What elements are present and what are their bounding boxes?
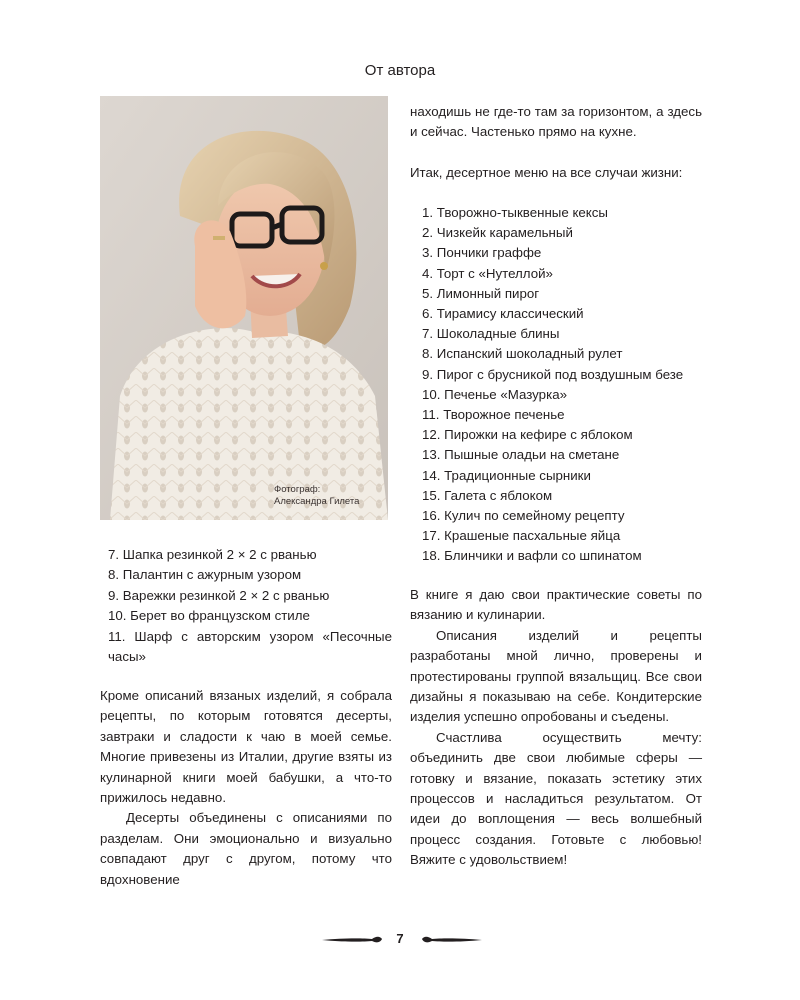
knitting-list [108,545,392,667]
list-item: 7. Шоколадные блины [422,326,560,342]
list-item: 17. Крашеные пасхальные яйца [422,528,621,544]
list-item: 6. Тирамису классический [422,306,584,322]
list-item: 10. Печенье «Мазурка» [422,386,567,402]
list-item: 1. Творожно-тыквенные кексы [422,205,608,220]
list-item: 2. Чизкейк карамельный [422,225,573,241]
list-item: 14. Традиционные сырники [422,467,591,483]
photo-credit [274,484,384,508]
paragraph: В книге я даю свои практические советы по вязанию и кулинарии. [410,587,702,623]
list-item: 16. Кулич по семейному рецепту [422,508,625,524]
list-item: 5. Лимонный пирог [422,285,540,301]
list-item: 11. Творожное печенье [422,407,565,423]
list-item: 10. Берет во французском стиле [108,608,310,624]
author-portrait-illustration [100,96,388,520]
paragraph: Итак, десертное меню на все случаи жизни: [410,164,683,180]
list-item: 4. Торт с «Нутеллой» [422,265,553,281]
paragraph: Кроме описаний вязаных изделий, я собрала рецепты, по которым готовятся десерты, завтраки и сладости к чаю в моей семье. Многие привезены из Италии, другие взяты из кулинарной книги моей бабушки, а что-то прижилось недавно. [100,688,392,806]
left-ornament-icon [322,934,384,946]
list-item: 15. Галета с яблоком [422,487,553,503]
photo-credit-label: Фотограф: [274,484,321,495]
list-item: 13. Пышные оладьи на сметане [422,447,620,463]
list-item: 9. Пирог с брусникой под воздушным безе [422,366,684,382]
list-item: 11. Шарф с авторским узором «Песочные часы» [108,628,392,665]
paragraph: Описания изделий и рецепты разработаны мной лично, проверены и протестированы группой вязальщиц. Все свои дизайны я показываю на себе. Кондитерские изделия успешно опробованы и съедены. [410,627,702,725]
right-body-text [410,585,702,871]
photo-credit-name: Александра Гилета [274,496,360,507]
paragraph: находишь не где-то там за горизонтом, а здесь и сейчас. Частенько прямо на кухне. [410,104,702,140]
list-item: 8. Палантин с ажурным узором [108,567,302,583]
page-header: От автора [364,62,436,79]
list-item: 12. Пирожки на кефире с яблоком [422,427,633,443]
right-ornament-icon [420,934,482,946]
list-item: 8. Испанский шоколадный рулет [422,346,623,362]
paragraph: Десерты объединены с описаниями по разделам. Они эмоционально и визуально совпадают друг с другом, потому что вдохновение [100,810,392,887]
paragraph: Счастлива осуществить мечту: объединить две свои любимые сферы — готовку и вязание, показать эстетику этих процессов и насладиться результатом. От идеи до воплощения — весь волшебный процесс создания. Готовьте с любовью! Вяжите с удовольствием! [410,729,702,868]
list-item: 3. Пончики граффе [422,245,542,261]
page-number: 7 [396,931,404,946]
right-intro-text [410,102,702,183]
list-item: 7. Шапка резинкой 2 × 2 с рванью [108,547,317,562]
left-body-text [100,686,392,890]
list-item: 9. Варежки резинкой 2 × 2 с рванью [108,587,330,603]
list-item: 18. Блинчики и вафли со шпинатом [422,548,642,564]
dessert-list [422,203,702,567]
page-footer [0,930,800,950]
author-photo [100,96,388,520]
